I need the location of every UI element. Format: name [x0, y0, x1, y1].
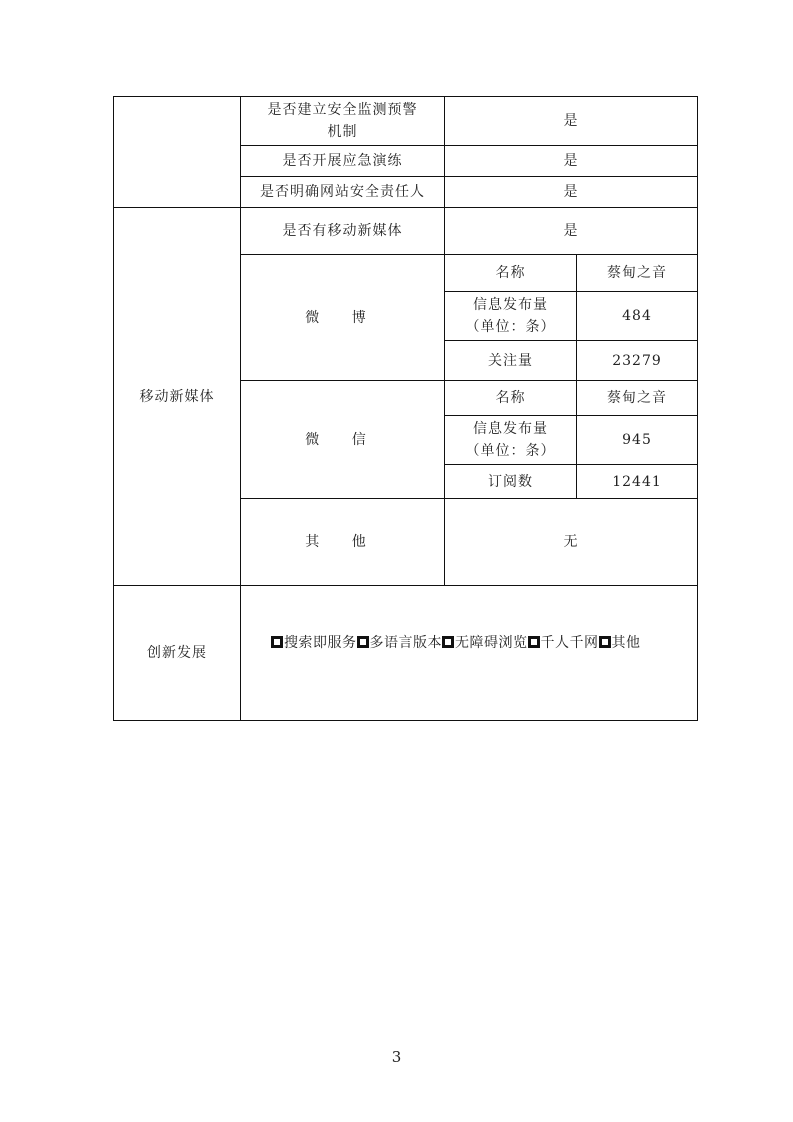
option-personalized[interactable]: 千人千网 [528, 632, 599, 654]
wechat-posts-value: 945 [577, 416, 698, 465]
wechat-posts-label: 信息发布量 （单位：条） [445, 416, 577, 465]
checkbox-icon[interactable] [271, 636, 283, 648]
wechat-label: 微 信 [241, 381, 445, 499]
security-monitoring-value: 是 [445, 97, 698, 146]
weibo-follow-value: 23279 [577, 341, 698, 381]
security-owner-label: 是否明确网站安全责任人 [241, 177, 445, 208]
weibo-name-label: 名称 [445, 255, 577, 292]
innovation-options [241, 632, 697, 674]
wechat-subscribe-label: 订阅数 [445, 465, 577, 499]
checkbox-icon[interactable] [442, 636, 454, 648]
report-table [113, 96, 698, 721]
page-number: 3 [391, 1048, 402, 1066]
other-label: 其 他 [241, 499, 445, 586]
option-accessibility[interactable]: 无障碍浏览 [442, 632, 528, 654]
security-section-cell [114, 97, 241, 208]
checkbox-icon[interactable] [599, 636, 611, 648]
option-search-service[interactable]: 搜索即服务 [271, 632, 357, 654]
innovation-options-cell [241, 586, 698, 721]
security-owner-value: 是 [445, 177, 698, 208]
table-row [114, 208, 698, 255]
mobile-section-label: 移动新媒体 [114, 208, 241, 586]
weibo-posts-label: 信息发布量 （单位：条） [445, 292, 577, 341]
security-monitoring-label: 是否建立安全监测预警 机制 [241, 97, 445, 146]
option-multilingual[interactable]: 多语言版本 [357, 632, 443, 654]
weibo-posts-value: 484 [577, 292, 698, 341]
weibo-name-value: 蔡甸之音 [577, 255, 698, 292]
table-row [114, 586, 698, 721]
weibo-label: 微 博 [241, 255, 445, 381]
has-mobile-label: 是否有移动新媒体 [241, 208, 445, 255]
wechat-name-value: 蔡甸之音 [577, 381, 698, 416]
innovation-label: 创新发展 [114, 586, 241, 721]
checkbox-icon[interactable] [528, 636, 540, 648]
checkbox-icon[interactable] [357, 636, 369, 648]
option-other[interactable]: 其他 [599, 632, 641, 654]
wechat-subscribe-value: 12441 [577, 465, 698, 499]
table-row [114, 97, 698, 146]
other-value: 无 [445, 499, 698, 586]
weibo-follow-label: 关注量 [445, 341, 577, 381]
wechat-name-label: 名称 [445, 381, 577, 416]
emergency-drill-label: 是否开展应急演练 [241, 146, 445, 177]
emergency-drill-value: 是 [445, 146, 698, 177]
has-mobile-value: 是 [445, 208, 698, 255]
